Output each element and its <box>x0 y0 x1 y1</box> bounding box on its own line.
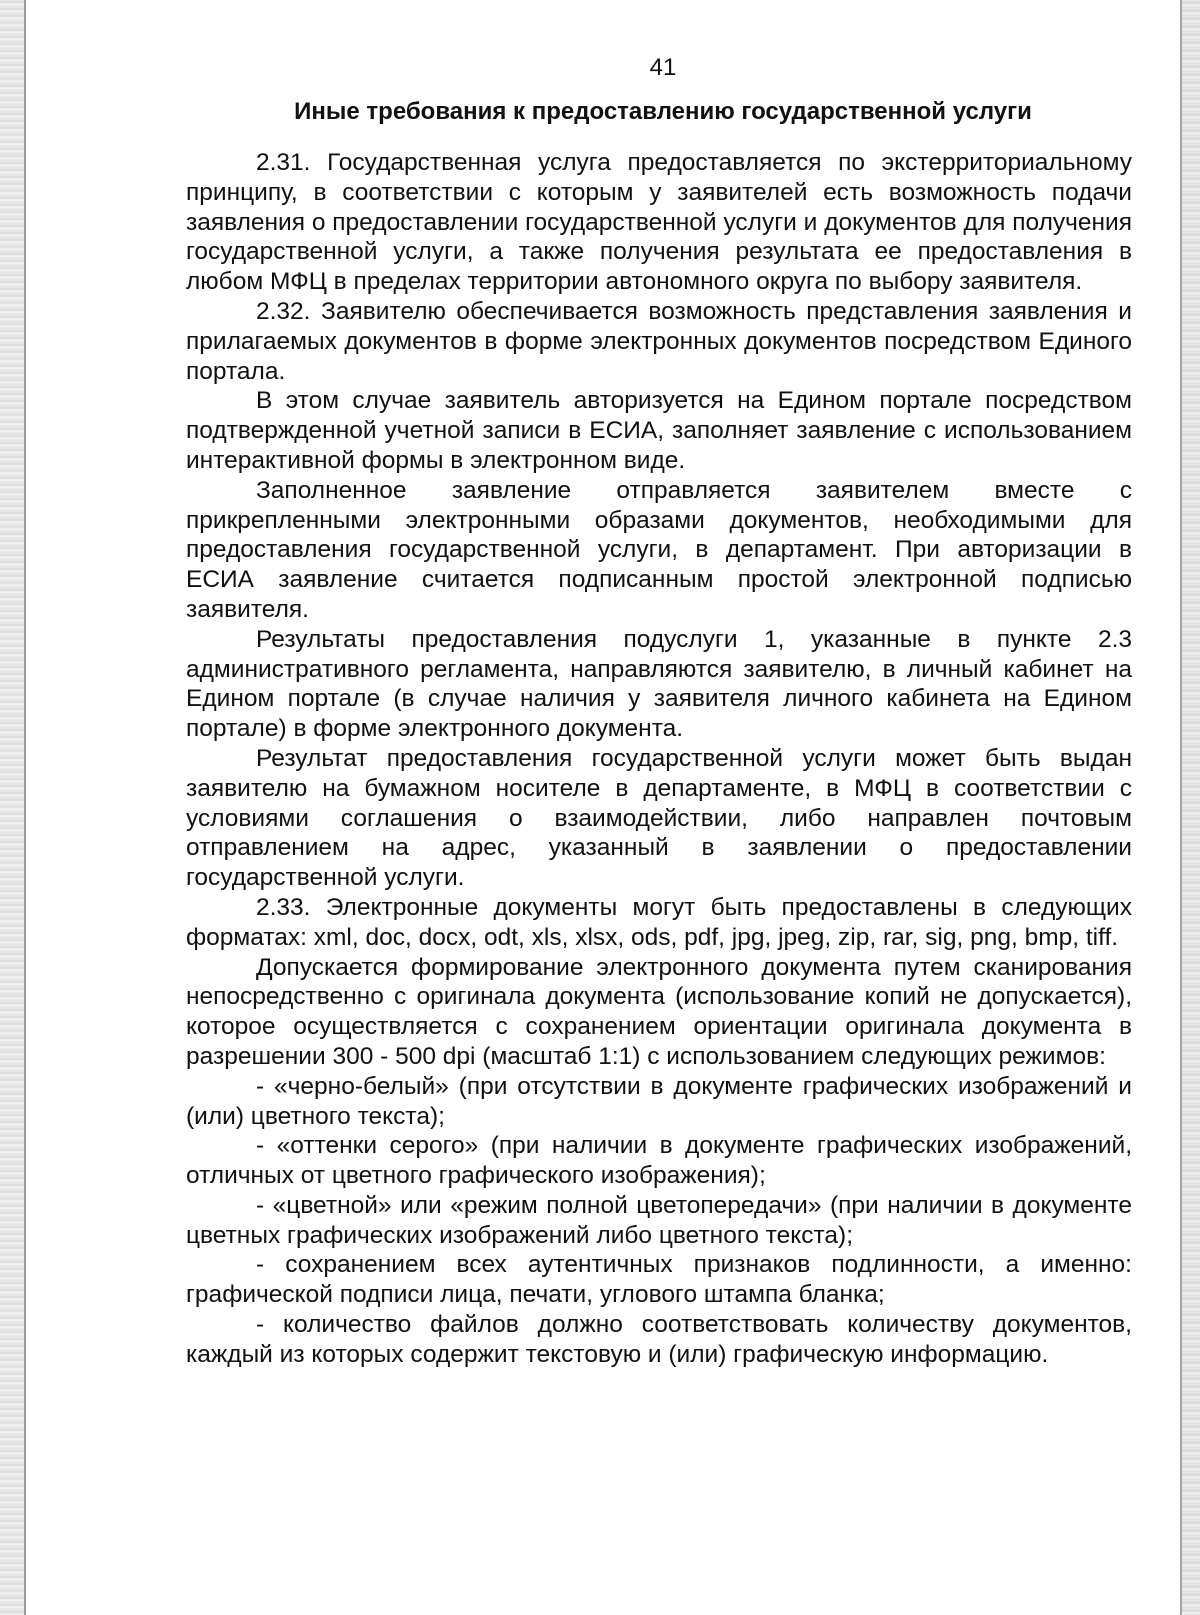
document-page <box>186 52 1132 1370</box>
paragraph-esia-authorization: В этом случае заявитель авторизуется на Едином портале посредством подтвержденной учетной записи в ЕСИА, заполняет заявление с использованием интерактивной формы в электронном виде. <box>186 387 1132 474</box>
paragraph-paper-result: Результат предоставления государственной услуги может быть выдан заявителю на бумажном носителе в департаменте, в МФЦ в соответствии с условиями соглашения о взаимодействии, либо направлен почтовым отправлением на адрес, указанный в заявлении о предоставлении государственной услуги. <box>186 744 1132 892</box>
list-item-authenticity: - сохранением всех аутентичных признаков подлинности, а именно: графической подписи лица, печати, углового штампа бланка; <box>186 1251 1132 1309</box>
list-item-color: - «цветной» или «режим полной цветопередачи» (при наличии в документе цветных графических изображений либо цветного текста); <box>186 1191 1132 1249</box>
paragraph-2-33: 2.33. Электронные документы могут быть предоставлены в следующих форматах: xml, doc, docx, odt, xls, xlsx, ods, pdf, jpg, jpeg, zip, rar, sig, png, bmp, tiff. <box>186 893 1132 951</box>
paragraph-2-32: 2.32. Заявителю обеспечивается возможность представления заявления и прилагаемых документов в форме электронных документов посредством Единого портала. <box>186 297 1132 385</box>
list-item-black-white: - «черно-белый» (при отсутствии в документе графических изображений и (или) цветного текста); <box>186 1072 1132 1130</box>
list-item-grayscale: - «оттенки серого» (при наличии в документе графических изображений, отличных от цветного графического изображения); <box>186 1132 1132 1190</box>
scan-edge-right <box>1180 0 1200 1615</box>
list-item-file-count: - количество файлов должно соответствовать количеству документов, каждый из которых содержит текстовую и (или) графическую информацию. <box>186 1311 1132 1368</box>
paragraph-subservice-results: Результаты предоставления подуслуги 1, указанные в пункте 2.3 административного регламента, направляются заявителю, в личный кабинет на Едином портале (в случае наличия у заявителя личного кабинета на Едином портале) в форме электронного документа. <box>186 625 1132 743</box>
paragraph-scanning: Допускается формирование электронного документа путем сканирования непосредственно с оригинала документа (использование копий не допускается), которое осуществляется с сохранением ориентации оригинала документа в разрешении 300 - 500 dpi (масштаб 1:1) с использованием следующих режимов: <box>186 953 1132 1070</box>
section-heading: Иные требования к предоставлению государственной услуги <box>294 98 1032 125</box>
page-number: 41 <box>649 54 677 81</box>
paragraph-application-sending: Заполненное заявление отправляется заявителем вместе с прикрепленными электронными образами документов, необходимыми для предоставления государственной услуги, в департамент. При авторизации в ЕСИА заявление считается подписанным простой электронной подписью заявителя. <box>186 476 1132 623</box>
paragraph-2-31: 2.31. Государственная услуга предоставляется по экстерриториальному принципу, в соответствии с которым у заявителей есть возможность подачи заявления о предоставлении государственной услуги и документов для получения государственной услуги, а также получения результата ее предоставления в любом МФЦ в пределах территории автономного округа по выбору заявителя. <box>186 149 1132 296</box>
scan-edge-left <box>0 0 26 1615</box>
